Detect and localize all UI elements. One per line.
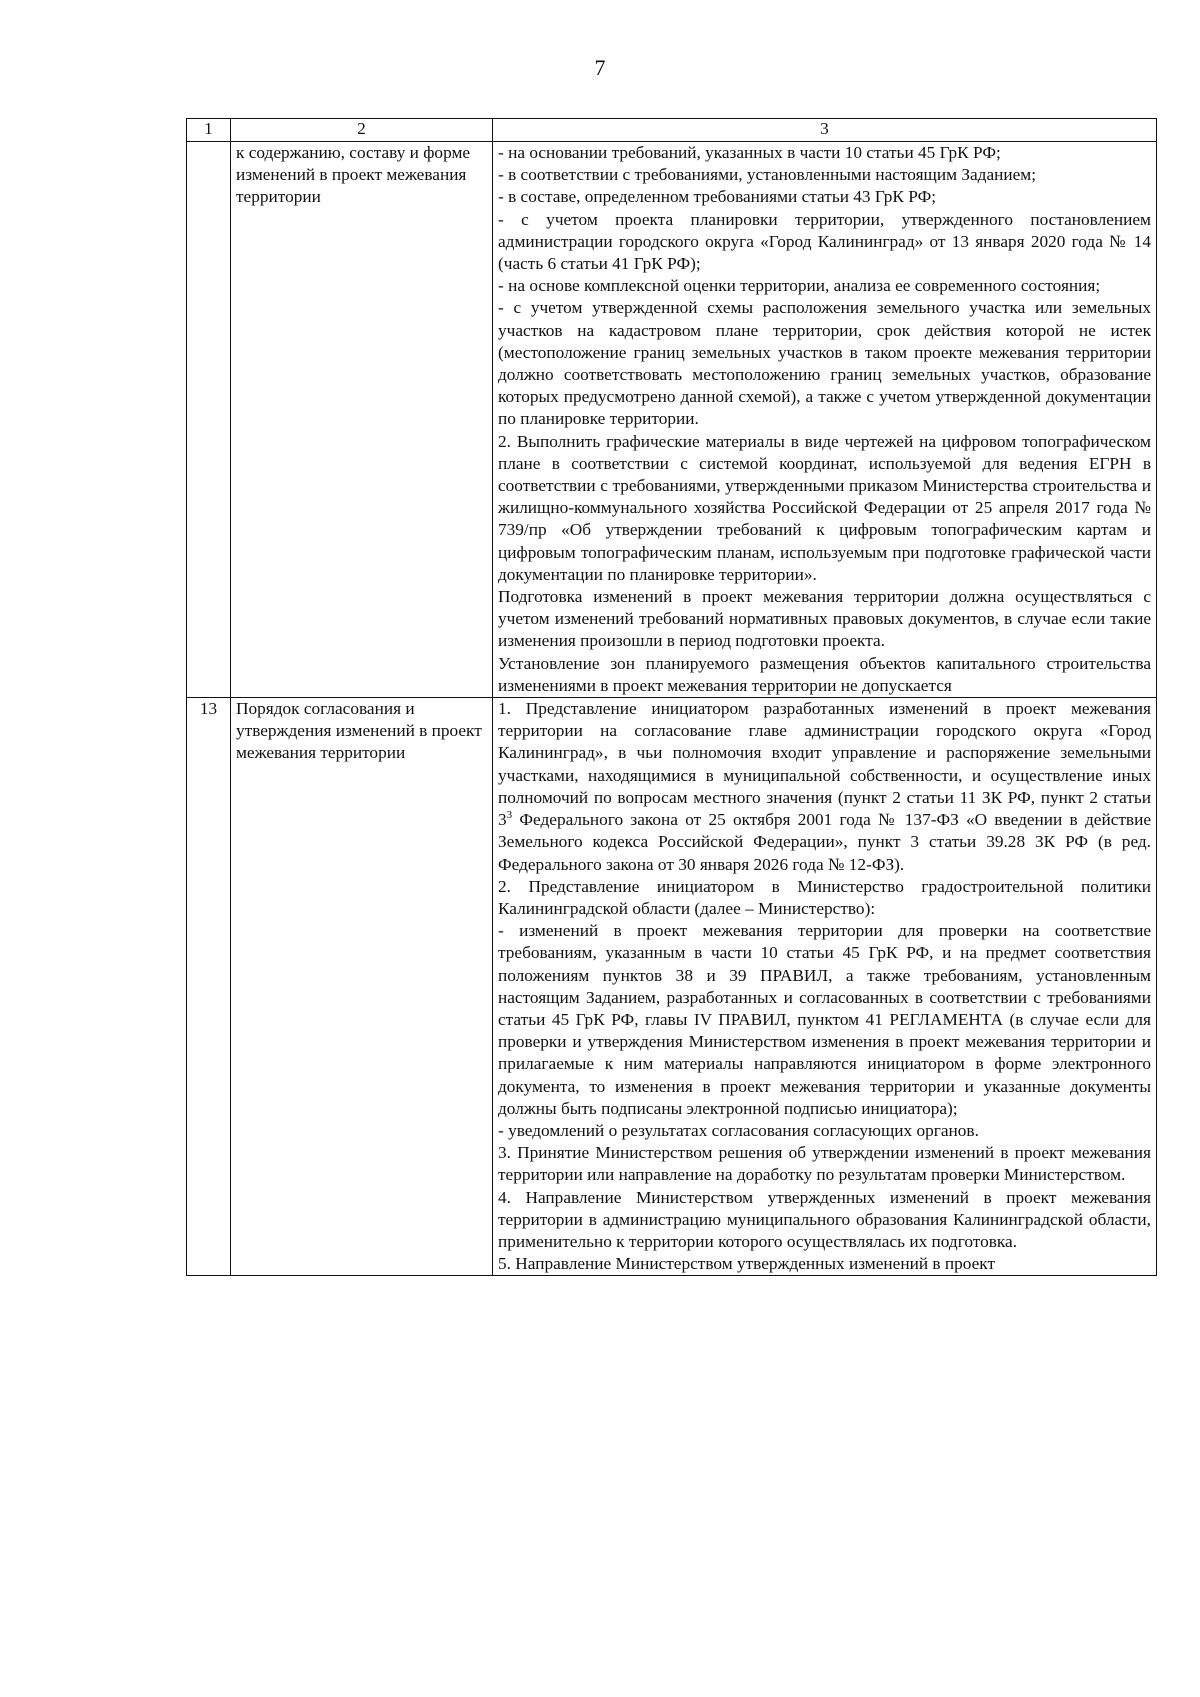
- paragraph: - на основе комплексной оценки территории, анализа ее современного состояния;: [498, 276, 1101, 296]
- header-cell-2: 2: [231, 119, 493, 142]
- paragraph: - в составе, определенном требованиями статьи 43 ГрК РФ;: [498, 187, 937, 207]
- header-cell-1: 1: [187, 119, 231, 142]
- paragraph: - в соответствии с требованиями, установленными настоящим Заданием;: [498, 165, 1037, 185]
- paragraph: Установление зон планируемого размещения объектов капитального строительства изменениями в проект межевания территории не допускается: [498, 653, 1151, 695]
- paragraph-text: 1. Представление инициатором разработанных изменений в проект межевания территории на согласование главе администрации городского округа «Город Калининград», в чьи полномочия входит управление и распоряжение земельными участками, находящимися в муниципальной собственности, и осуществление иных полномочий по вопросам местного значения (пункт 2 статьи 11 ЗК РФ, пункт 2 статьи 3: [498, 699, 1151, 830]
- row-content: [493, 142, 1157, 698]
- row-label: Порядок согласования и утверждения изменений в проект межевания территории: [231, 698, 493, 1276]
- paragraph: 2. Представление инициатором в Министерство градостроительной политики Калининградской области (далее – Министерство):: [498, 876, 1151, 918]
- row-content: [493, 698, 1157, 1276]
- table-header-row: [187, 119, 1157, 142]
- paragraph: 2. Выполнить графические материалы в виде чертежей на цифровом топографическом плане в соответствии с системой координат, используемой для ведения ЕГРН в соответствии с требованиями, утвержденными приказом Министерства строительства и жилищно-коммунального хозяйства Российской Федерации от 25 апреля 2017 года № 739/пр «Об утверждении требований к цифровым топографическим картам и цифровым топографическим планам, используемым при подготовке графической части документации по планировке территории».: [498, 431, 1151, 584]
- paragraph: 4. Направление Министерством утвержденных изменений в проект межевания территории в администрацию муниципального образования Калининградской области, применительно к территории которого осуществлялась их подготовка.: [498, 1187, 1151, 1251]
- row-label: к содержанию, составу и форме изменений в проект межевания территории: [231, 142, 493, 698]
- header-cell-3: 3: [493, 119, 1157, 142]
- paragraph: 5. Направление Министерством утвержденных изменений в проект: [498, 1254, 996, 1274]
- row-number: 13: [187, 698, 231, 1276]
- paragraph: - изменений в проект межевания территории для проверки на соответствие требованиям, указанным в части 10 статьи 45 ГрК РФ, и на предмет соответствия положениям пунктов 38 и 39 ПРАВИЛ, а также требованиям, установленным настоящим Заданием, разработанных и согласованных в соответствии с требованиями статьи 45 ГрК РФ, главы IV ПРАВИЛ, пунктом 41 РЕГЛАМЕНТА (в случае если для проверки и утверждения Министерством изменения в проект межевания территории и прилагаемые к ним материалы направляются инициатором в форме электронного документа, то изменения в проект межевания территории и указанные документы должны быть подписаны электронной подписью инициатора);: [498, 921, 1151, 1118]
- table-row-continued: [187, 142, 1157, 698]
- paragraph: Подготовка изменений в проект межевания территории должна осуществляться с учетом изменений требований нормативных правовых документов, в случае если такие изменения произошли в период подготовки проекта.: [498, 587, 1151, 651]
- row-number: [187, 142, 231, 698]
- paragraph-text: Федерального закона от 25 октября 2001 года № 137-ФЗ «О введении в действие Земельного кодекса Российской Федерации», пункт 3 статьи 39.28 ЗК РФ (в ред. Федерального закона от 30 января 2026 года № 12-ФЗ).: [498, 810, 1151, 874]
- paragraph: - уведомлений о результатах согласования согласующих органов.: [498, 1120, 979, 1140]
- paragraph: 3. Принятие Министерством решения об утверждении изменений в проект межевания территории или направление на доработку по результатам проверки Министерством.: [498, 1143, 1151, 1185]
- paragraph: [498, 698, 1151, 876]
- superscript: 3: [506, 809, 513, 822]
- paragraph: - с учетом утвержденной схемы расположения земельного участка или земельных участков на кадастровом плане территории, срок действия которой не истек (местоположение границ земельных участков в таком проекте межевания территории должно соответствовать местоположению границ земельных участков, образование которых предусмотрено данной схемой), а также с учетом утвержденной документации по планировке территории.: [498, 298, 1151, 429]
- page-number: 7: [594, 55, 606, 80]
- paragraph: - с учетом проекта планировки территории, утвержденного постановлением администрации городского округа «Город Калининград» от 13 января 2020 года № 14 (часть 6 статьи 41 ГрК РФ);: [498, 209, 1151, 274]
- paragraph: - на основании требований, указанных в части 10 статьи 45 ГрК РФ;: [498, 143, 1001, 162]
- table-row-13: [187, 698, 1157, 1276]
- requirements-table: [186, 118, 1157, 1276]
